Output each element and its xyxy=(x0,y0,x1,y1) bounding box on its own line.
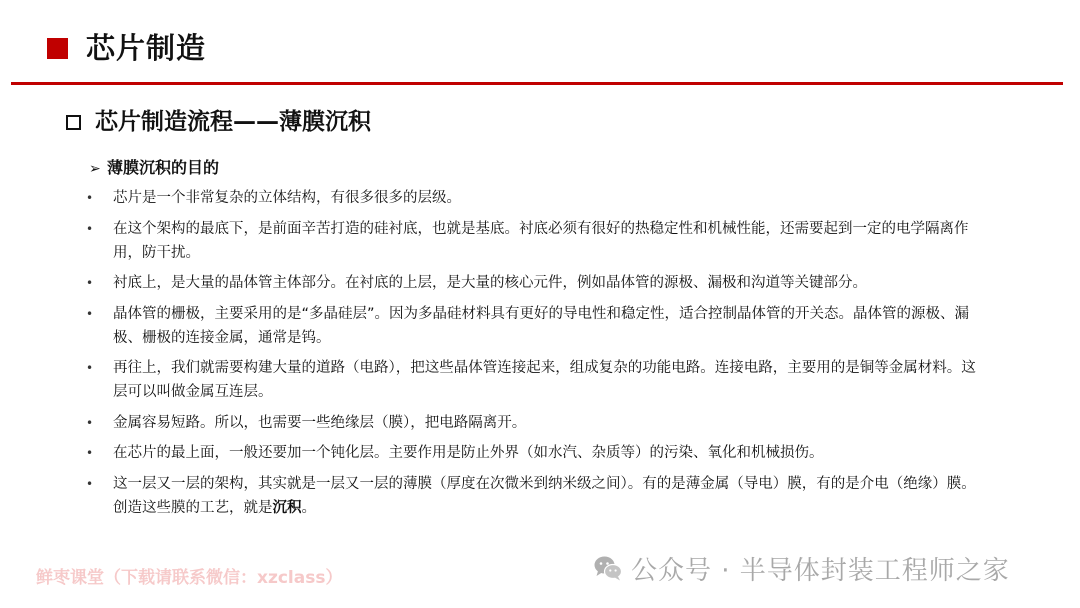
bullet-dot-icon: • xyxy=(86,476,94,491)
subheading-text: 薄膜沉积的目的 xyxy=(107,158,220,177)
header-square-icon xyxy=(47,38,68,59)
section-title: 芯片制造流程——薄膜沉积 xyxy=(95,109,371,135)
bullet-main-text: 在这个架构的最底下，是前面辛苦打造的硅衬底，也就是基底。衬底必须有很好的热稳定性和机械性能，还需要起到一定的电学隔离作用，防干扰。 xyxy=(113,220,969,261)
bullet-main-text: 晶体管的栅极，主要采用的是“多晶硅层”。因为多晶硅材料具有更好的导电性和稳定性，适合控制晶体管的开关态。晶体管的源极、漏极、栅极的连接金属，通常是钨。 xyxy=(113,305,970,346)
bullet-text xyxy=(113,306,969,346)
bullet-emphasis: 沉积 xyxy=(272,499,302,516)
bullet-item xyxy=(86,271,986,295)
bullet-list xyxy=(86,186,986,526)
watermark-right xyxy=(593,552,1010,584)
bullet-item xyxy=(86,217,986,265)
arrow-bullet-icon: ➢ xyxy=(89,161,101,177)
bullet-text xyxy=(113,476,976,516)
watermark-left: 鲜枣课堂（下载请联系微信：xzclass） xyxy=(36,568,343,588)
subheading xyxy=(89,156,219,181)
bullet-main-text: 衬底上，是大量的晶体管主体部分。在衬底的上层，是大量的核心元件，例如晶体管的源极、漏极和沟道等关键部分。 xyxy=(113,275,867,291)
header-divider xyxy=(11,82,1063,85)
bullet-main-text: 金属容易短路。所以，也需要一些绝缘层（膜），把电路隔离开。 xyxy=(113,414,527,431)
slide-header xyxy=(0,0,1080,84)
bullet-text xyxy=(113,415,526,431)
bullet-main-text: 这一层又一层的架构，其实就是一层又一层的薄膜（厚度在次微米到纳米级之间）。有的是薄金属（导电）膜，有的是介电（绝缘）膜。创造这些膜的工艺，就是 xyxy=(113,475,976,516)
bullet-dot-icon: • xyxy=(86,361,94,375)
bullet-text xyxy=(113,275,867,291)
bullet-text xyxy=(113,360,976,400)
bullet-dot-icon: • xyxy=(86,276,94,290)
bullet-main-text: 再往上，我们就需要构建大量的道路（电路），把这些晶体管连接起来，组成复杂的功能电路。连接电路，主要用的是铜等金属材料。这层可以叫做金属互连层。 xyxy=(113,360,976,400)
bullet-dot-icon: • xyxy=(86,221,94,236)
bullet-main-text: 芯片是一个非常复杂的立体结构，有很多很多的层级。 xyxy=(113,190,461,206)
bullet-dot-icon: • xyxy=(86,191,94,205)
bullet-item xyxy=(86,411,986,435)
hollow-square-icon xyxy=(66,115,81,130)
bullet-tail: 。 xyxy=(301,499,316,516)
bullet-item xyxy=(86,441,986,465)
bullet-text xyxy=(113,221,969,261)
bullet-text xyxy=(113,445,824,461)
bullet-text xyxy=(113,190,461,206)
wechat-icon xyxy=(593,554,623,582)
bullet-dot-icon: • xyxy=(86,446,94,460)
bullet-dot-icon: • xyxy=(86,306,94,321)
bullet-main-text: 在芯片的最上面，一般还要加一个钝化层。主要作用是防止外界（如水汽、杂质等）的污染、氧化和机械损伤。 xyxy=(113,445,824,461)
slide-title: 芯片制造 xyxy=(86,31,207,65)
bullet-item xyxy=(86,186,986,210)
bullet-dot-icon: • xyxy=(86,415,94,430)
bullet-item xyxy=(86,302,986,350)
bullet-item xyxy=(86,356,986,404)
watermark-right-text: 公众号 · 半导体封装工程师之家 xyxy=(631,555,1010,586)
bullet-item xyxy=(86,472,986,520)
